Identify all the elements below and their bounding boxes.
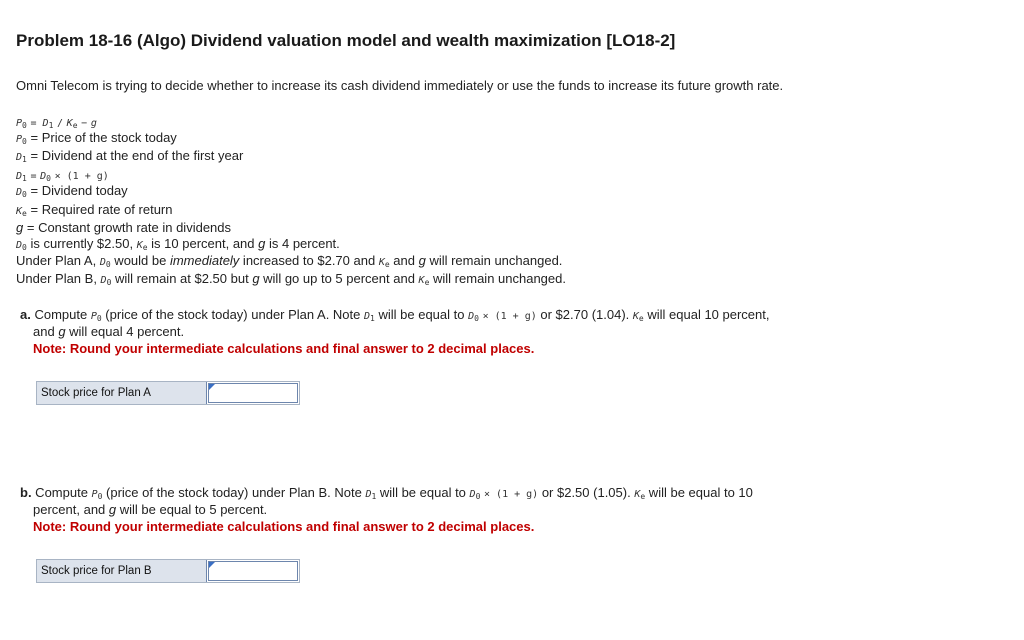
part-b-note: Note: Round your intermediate calculations and final answer to 2 decimal places. — [33, 519, 535, 534]
problem-title: Problem 18-16 (Algo) Dividend valuation model and wealth maximization [LO18-2] — [16, 31, 676, 50]
formula-d1: $D_1 = D_0 \times (1 + g)$ — [16, 171, 109, 183]
answer-label-plan-b: Stock price for Plan B — [37, 560, 207, 582]
formula-main: $P_0 = D_1 / K_e - g$ — [16, 118, 97, 130]
answer-label-plan-a: Stock price for Plan A — [37, 382, 207, 404]
part-b-question: b. Compute $P_0$ (price of the stock today) under Plan B. Note $D_1$ will be equal to $D_0 \times (1 + g)$ or $2.50 (1.05). $K_e$ will be equal to 10 percent, and g will be equal to 5 percent. Note: Round your intermediate calculations and final answer to 2 decimal places. — [20, 485, 753, 534]
fact-current: $D_0$ is currently $2.50, $K_e$ is 10 percent, and g is 4 percent. — [16, 236, 340, 252]
def-ke: $K_e$ = Required rate of return — [16, 202, 173, 218]
answer-row-plan-a — [36, 381, 300, 405]
def-p0: $P_0$ = Price of the stock today — [16, 130, 177, 146]
part-a-question: a. Compute $P_0$ (price of the stock today) under Plan A. Note $D_1$ will be equal to $D_0 \times (1 + g)$ or $2.70 (1.04). $K_e$ will equal 10 percent, and g will equal 4 percent. Note: Round your intermediate calculations and final answer to 2 decimal places. — [20, 307, 770, 356]
def-d1: $D_1$ = Dividend at the end of the first year — [16, 148, 244, 164]
def-g: g = Constant growth rate in dividends — [16, 220, 232, 235]
intro-text: Omni Telecom is trying to decide whether to increase its cash dividend immediately or use the funds to increase its future growth rate. — [16, 78, 784, 93]
stock-price-plan-b-input[interactable] — [208, 561, 298, 581]
fact-plan-a: Under Plan A, $D_0$ would be immediately increased to $2.70 and $K_e$ and g will remain unchanged. — [16, 253, 563, 269]
stock-price-plan-a-input[interactable] — [208, 383, 298, 403]
def-d0: $D_0$ = Dividend today — [16, 183, 128, 199]
answer-row-plan-b — [36, 559, 300, 583]
part-a-note: Note: Round your intermediate calculations and final answer to 2 decimal places. — [33, 341, 535, 356]
fact-plan-b: Under Plan B, $D_0$ will remain at $2.50 but g will go up to 5 percent and $K_e$ will remain unchanged. — [16, 271, 566, 287]
